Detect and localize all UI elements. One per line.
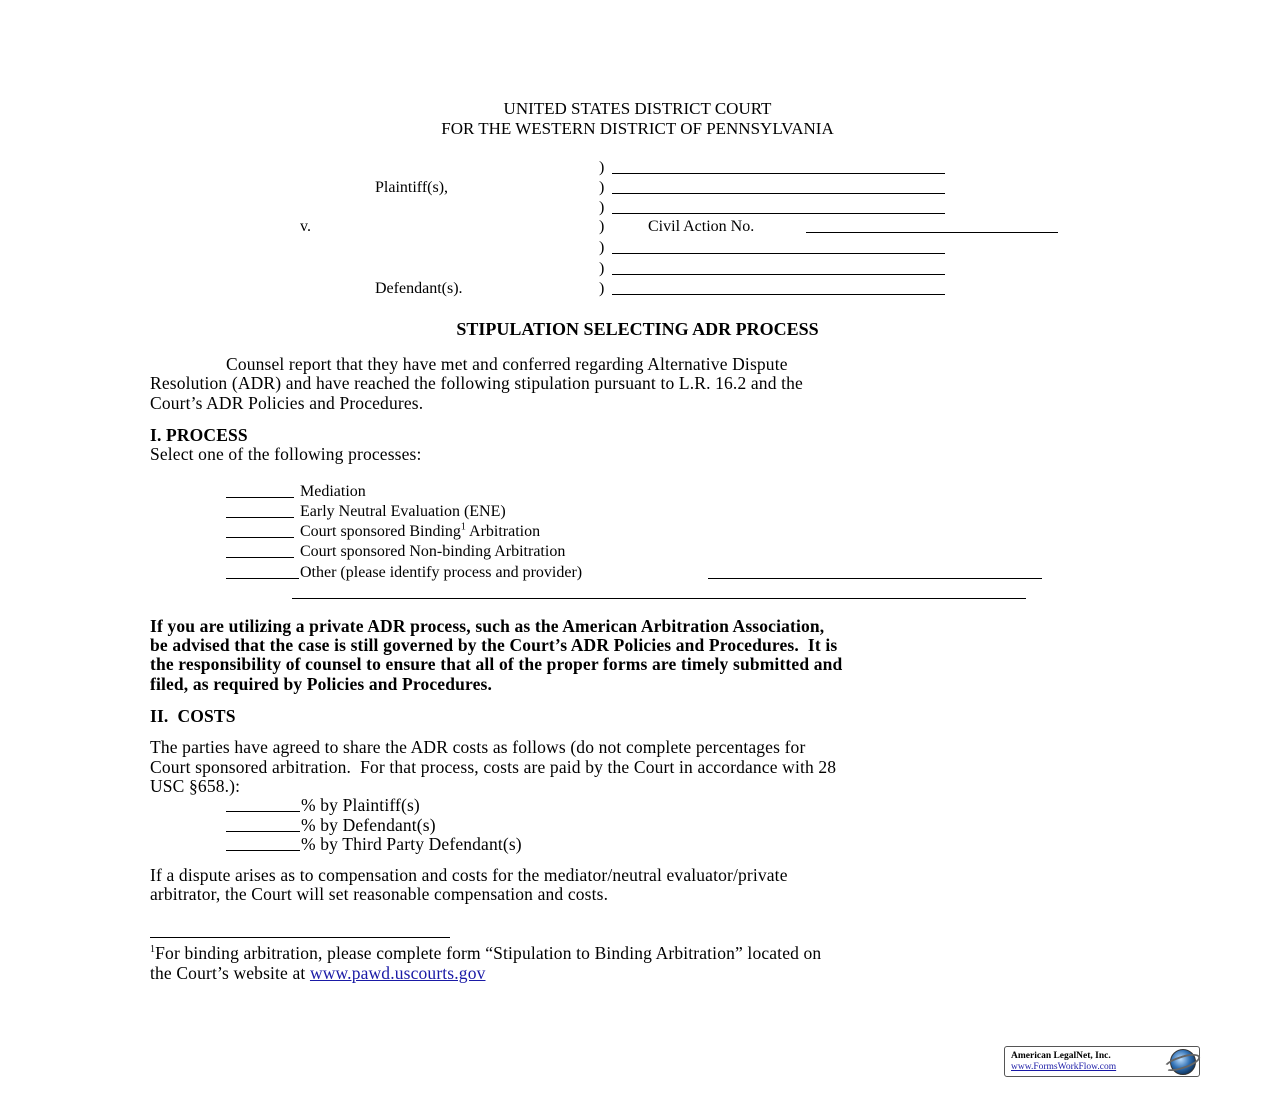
footnote-text (150, 945, 821, 963)
option-binding-arbitration (300, 521, 541, 540)
option-nonbinding-arbitration: Court sponsored Non-binding Arbitration (300, 543, 566, 560)
caption-paren: ) (599, 280, 605, 297)
other-process-checkline[interactable] (226, 578, 299, 579)
binding-suffix: Arbitration (469, 523, 541, 540)
option-other: Other (please identify process and provider) (300, 564, 583, 581)
versus-label: v. (300, 218, 311, 235)
footnote-text (150, 965, 486, 983)
notice-line: be advised that the case is still governed by the Court’s ADR Policies and Procedures. It is (150, 635, 838, 655)
footnote-separator (150, 937, 450, 938)
caption-paren: ) (599, 239, 605, 256)
dispute-text: arbitrator, the Court will set reasonable compensation and costs. (150, 884, 609, 904)
mediation-checkline[interactable] (226, 497, 294, 498)
document-title: STIPULATION SELECTING ADR PROCESS (456, 319, 819, 339)
process-instruction: Select one of the following processes: (150, 444, 422, 464)
civil-action-number-field[interactable] (806, 232, 1058, 233)
caption-line-2[interactable] (612, 193, 945, 194)
defendant-share-label: % by Defendant(s) (301, 815, 436, 835)
third-party-share-field[interactable] (226, 850, 300, 851)
caption-line-4[interactable] (612, 253, 945, 254)
court-name: UNITED STATES DISTRICT COURT (503, 99, 772, 118)
court-district: FOR THE WESTERN DISTRICT OF PENNSYLVANIA (441, 119, 834, 138)
defendant-label: Defendant(s). (375, 280, 463, 297)
caption-paren: ) (599, 179, 605, 196)
notice-line: If you are utilizing a private ADR process, such as the American Arbitration Association, (150, 616, 825, 636)
intro-line: Counsel report that they have met and conferred regarding Alternative Dispute (226, 354, 788, 374)
caption-paren: ) (599, 159, 605, 176)
intro-line: Resolution (ADR) and have reached the following stipulation pursuant to L.R. 16.2 and the (150, 373, 803, 393)
other-process-field[interactable] (708, 578, 1042, 579)
civil-action-label: Civil Action No. (648, 218, 755, 235)
plaintiff-label: Plaintiff(s), (375, 179, 449, 196)
caption-line-5[interactable] (612, 274, 945, 275)
court-website-link[interactable]: www.pawd.uscourts.gov (309, 963, 486, 983)
binding-arbitration-checkline[interactable] (226, 537, 294, 538)
caption-line-6[interactable] (612, 294, 945, 295)
option-ene: Early Neutral Evaluation (ENE) (300, 503, 506, 520)
third-party-share-label: % by Third Party Defendant(s) (301, 834, 522, 854)
footnote-marker: 1 (460, 521, 466, 533)
ene-checkline[interactable] (226, 517, 294, 518)
notice-line: the responsibility of counsel to ensure that all of the proper forms are timely submitted and (150, 654, 843, 674)
caption-line-1[interactable] (612, 173, 945, 174)
notice-line: filed, as required by Policies and Procedures. (150, 674, 492, 694)
costs-text: The parties have agreed to share the ADR costs as follows (do not complete percentages for (150, 737, 806, 757)
intro-line: Court’s ADR Policies and Procedures. (150, 393, 424, 413)
footnote-line: For binding arbitration, please complete form “Stipulation to Binding Arbitration” located on (155, 943, 822, 963)
american-legalnet-logo[interactable] (1004, 1046, 1200, 1077)
nonbinding-arbitration-checkline[interactable] (226, 557, 294, 558)
logo-company-name: American LegalNet, Inc. (1011, 1051, 1111, 1061)
option-mediation: Mediation (300, 483, 366, 500)
costs-text: Court sponsored arbitration. For that process, costs are paid by the Court in accordance with 28 (150, 757, 837, 777)
process-heading: I. PROCESS (150, 425, 248, 445)
footnote-number: 1 (150, 944, 156, 956)
caption-paren: ) (599, 218, 605, 235)
footnote-line: the Court’s website at (150, 963, 310, 983)
caption-paren: ) (599, 199, 605, 216)
defendant-share-field[interactable] (226, 831, 300, 832)
caption-line-3[interactable] (612, 213, 945, 214)
binding-label: Court sponsored Binding (300, 523, 461, 540)
plaintiff-share-label: % by Plaintiff(s) (301, 795, 420, 815)
costs-text: USC §658.): (150, 776, 241, 796)
caption-paren: ) (599, 260, 605, 277)
logo-url-link[interactable]: www.FormsWorkFlow.com (1011, 1062, 1117, 1072)
other-process-field-continued[interactable] (292, 598, 1026, 599)
costs-heading: II. COSTS (150, 706, 236, 726)
dispute-text: If a dispute arises as to compensation and costs for the mediator/neutral evaluator/private (150, 865, 788, 885)
plaintiff-share-field[interactable] (226, 811, 300, 812)
